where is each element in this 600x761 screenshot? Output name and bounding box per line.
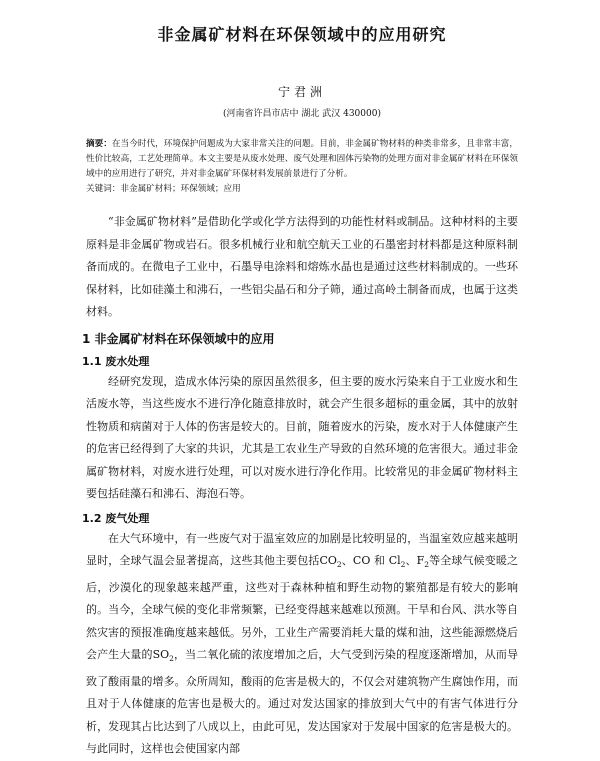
formula-cl2: $Cl_2$	[388, 554, 406, 570]
section-1-1-heading: 1.1 废水处理	[82, 354, 150, 368]
keywords-label: 关键词：	[86, 184, 121, 194]
author-affiliation: (河南省许昌市店中 湖北 武汉 430000)	[223, 109, 381, 119]
abstract-text: 在当今时代，环境保护问题成为大家非常关注的问题。目前，非金属矿物材料的种类非常多，且非常丰富，性价比较高，工艺处理简单。本文主要是从废水处理、废气处理和固体污染物的处理方面对非金属矿材料在环保领域中的应用进行了研究，并对非金属矿环保材料发展前景进行了分析。	[86, 139, 518, 179]
formula-co: CO	[352, 554, 371, 567]
formula-co2: $CO_2$	[319, 554, 342, 570]
exhaust-paragraph: 在大气环境中，有一些废气对于温室效应的加剧是比较明显的，当温室效应越来越明显时，全球气温会显著提高，这些其他主要包括$CO_2$、CO 和 $Cl_2$、$F_2$等全球气候变暖之后，沙漠化的现象越来越严重，这些对于森林种植和野生动物的繁殖都是有较大的影响的。当今，全球气候的变化非常频繁，已经变得越来越难以预测。干旱和台风、洪水等自然灾害的预报准确度越来越低。另外，工业生产需要消耗大量的煤和油，这些能源燃烧后会产生大量的$SO_2$，当二氧化硫的浓度增加之后，大气受到污染的程度逐渐增加，从而导致了酸雨量的增多。众所周知，酸雨的危害是极大的，不仅会对建筑物产生腐蚀作用，而且对于人体健康的危害也是极大的。通过对发达国家的排放到大气中的有害气体进行分析，发现其占比达到了八成以上，由此可见，发达国家对于发展中国家的危害是极大的。与此同时，这样也会使国家内部	[86, 531, 518, 756]
formula-so2: $SO_2$	[152, 648, 174, 664]
section-1-2-heading: 1.2 废气处理	[82, 511, 150, 525]
section-1-heading: 1 非金属矿材料在环保领域中的应用	[82, 331, 275, 346]
wastewater-paragraph: 经研究发现，造成水体污染的原因虽然很多，但主要的废水污染来自于工业废水和生活废水等，当这些废水不进行净化随意排放时，就会产生很多超标的重金属，其中的放射性物质和病菌对于人体的伤害是较大的。目前，随着废水的污染，废水对于人体健康产生的危害已经得到了大家的共识，尤其是工农业生产导致的自然环境的危害很大。通过非金属矿物材料，对废水进行处理，可以对废水进行净化作用。比较常见的非金属矿物材料主要包括硅藻石和沸石、海泡石等。	[86, 374, 518, 500]
formula-f2: $F_2$	[416, 554, 430, 570]
intro-paragraph: “非金属矿物材料”是借助化学或化学方法得到的功能性材料或制品。这种材料的主要原料是非金属矿物或岩石。很多机械行业和航空航天工业的石墨密封材料都是这种原料制备而成的。在微电子工业中，石墨导电涂料和熔炼水晶也是通过这些材料制成的。一些环保材料，比如硅藻土和沸石，一些铝尖晶石和分子筛，通过高岭土制备而成，也属于这类材料。	[86, 215, 518, 318]
exhaust-text-c: ，当二氧化硫的浓度增加之后，大气受到污染的程度逐渐增加，从而导致了酸雨量的增多。众所周知，酸雨的危害是极大的，不仅会对建筑物产生腐蚀作用，而且对于人体健康的危害也是极大的。通过对发达国家的排放到大气中的有害气体进行分析，发现其占比达到了八成以上，由此可见，发达国家对于发展中国家的危害是极大的。与此同时，这样也会使国家内部	[86, 648, 518, 756]
keywords-text: 非金属矿材料；环保领域；应用	[120, 184, 241, 194]
abstract-label: 摘要：	[86, 139, 112, 149]
paper-title: 非金属矿材料在环保领域中的应用研究	[157, 25, 447, 44]
exhaust-text-b: 等全球气候变暖之后，沙漠化的现象越来越严重，这些对于森林种植和野生动物的繁殖都是有较大的影响的。当今，全球气候的变化非常频繁，已经变得越来越难以预测。干旱和台风、洪水等自然灾害的预报准确度越来越低。另外，工业生产需要消耗大量的煤和油，这些能源燃烧后会产生大量的	[86, 554, 518, 662]
author-name: 宁君洲	[277, 85, 326, 99]
abstract	[86, 137, 518, 182]
exhaust-text-a: 在大气环境中，有一些废气对于温室效应的加剧是比较明显的，当温室效应越来越明显时，全球气温会显著提高，这些其他主要包括	[86, 531, 518, 567]
keywords	[86, 182, 518, 197]
